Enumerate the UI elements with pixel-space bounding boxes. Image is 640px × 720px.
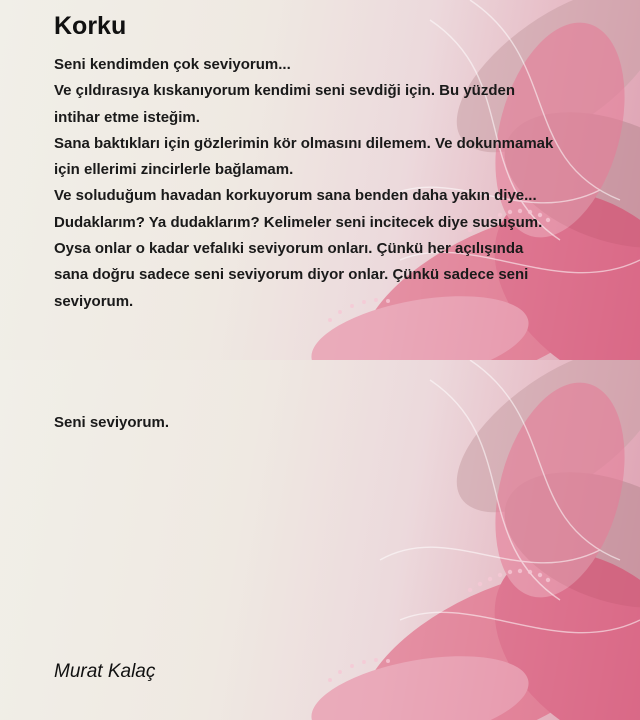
poem-author: Murat Kalaç xyxy=(54,661,156,682)
poem-line: Ve soluduğum havadan korkuyorum sana benden daha yakın diye... xyxy=(54,187,537,205)
poem-line: Oysa onlar o kadar vefalıki seviyorum onları. Çünkü her açılışında xyxy=(54,240,524,258)
poem-line: Sana baktıkları için gözlerimin kör olmasını dilemem. Ve dokunmamak xyxy=(54,134,554,152)
poem-line: Seni kendimden çok seviyorum... xyxy=(54,56,291,73)
poem-line: sana doğru sadece seni seviyorum diyor onlar. Çünkü sadece seni xyxy=(54,266,529,284)
poem-line: intihar etme isteğim. xyxy=(54,108,200,126)
poem-line: seviyorum. xyxy=(54,292,134,310)
poem-line: Dudaklarım? Ya dudaklarım? Kelimeler seni incitecek diye susuşum. xyxy=(54,213,543,231)
poem-line: Ve çıldırasıya kıskanıyorum kendimi seni sevdiği için. Bu yüzden xyxy=(54,82,516,100)
poem-line: için ellerimi zincirlerle bağlamam. xyxy=(54,161,294,179)
poem-closing-line: Seni seviyorum. xyxy=(54,414,170,431)
poem-body xyxy=(54,52,614,315)
poem-title: Korku xyxy=(54,12,127,40)
